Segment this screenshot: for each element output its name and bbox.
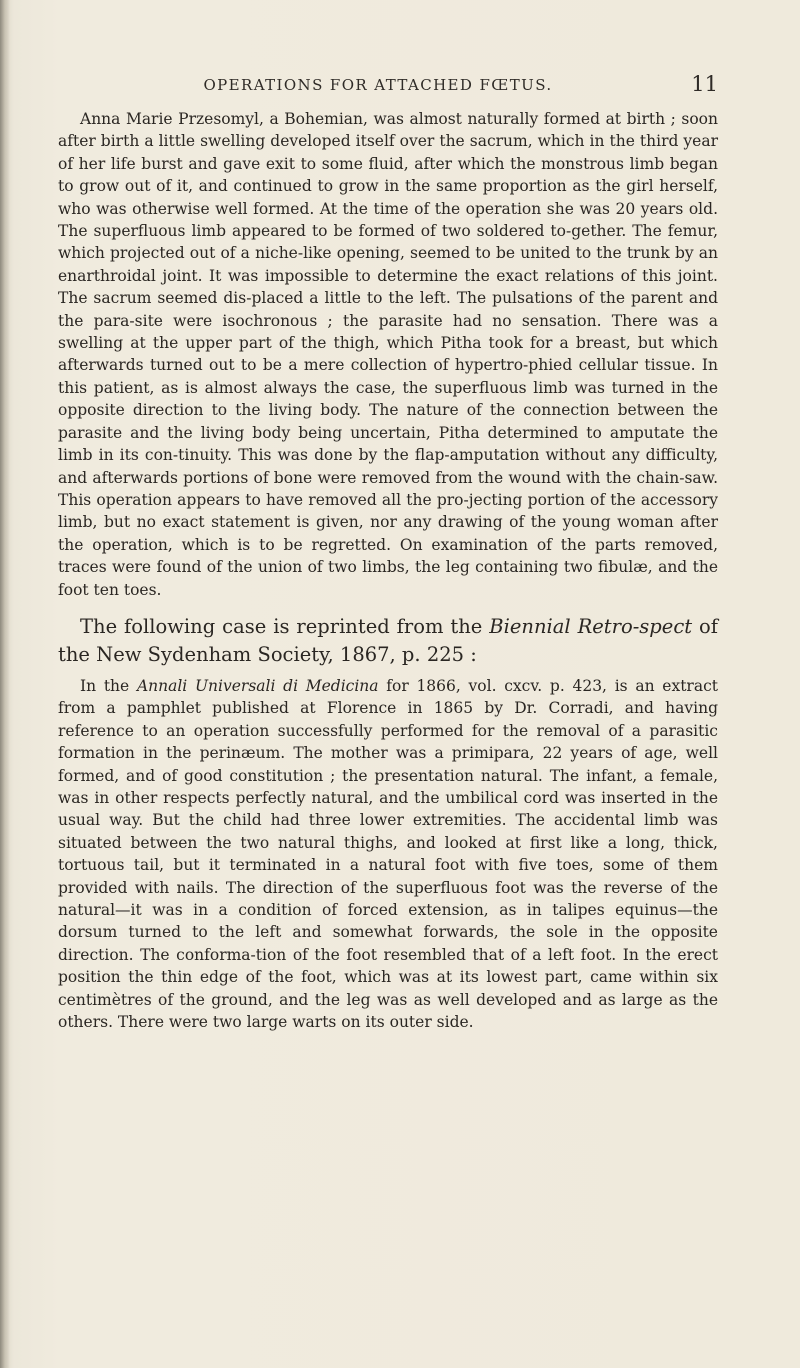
paragraph-corradi-case xyxy=(58,675,718,1034)
running-head: OPERATIONS FOR ATTACHED FŒTUS. xyxy=(203,76,553,94)
journal-title-annali: Annali Universali di Medicina xyxy=(136,676,379,695)
reprint-intro-source: of the New Sydenham Society, 1867, p. 225 : xyxy=(58,614,718,666)
page-header xyxy=(58,72,718,102)
corradi-intro-text: In the xyxy=(80,676,137,695)
corradi-case-text: for 1866, vol. cxcv. p. 423, is an extract from a pamphlet published at Florence in 1865 by Dr. Corradi, and having reference to an operation successfully performed for the removal of a parasitic formation in the perinæum. The mother was a primipara, 22 years of age, well formed, and of good constitution ; the presentation natural. The infant, a female, was in other respects perfectly natural, and the umbilical cord was inserted in the usual way. But the child had three lower extremities. The accidental limb was situated between the two natural thighs, and looked at first like a long, thick, tortuous tail, but it terminated in a natural foot with five toes, some of them provided with nails. The direction of the superfluous foot was the reverse of the natural—it was in a condition of forced extension, as in talipes equinus—the dorsum turned to the left and somewhat forwards, the sole in the opposite direction. The conforma-tion of the foot resembled that of a left foot. In the erect position the thin edge of the foot, which was at its lowest part, came within six centimètres of the ground, and the leg was as well developed and as large as the others. There were two large warts on its outer side. xyxy=(58,676,718,1032)
journal-title-biennial-retrospect: Biennial Retro-spect xyxy=(489,614,693,638)
page-number: 11 xyxy=(691,72,718,96)
reprint-intro-text: The following case is reprinted from the xyxy=(80,614,490,638)
page-body xyxy=(58,108,718,1033)
spine-shadow xyxy=(0,0,10,1368)
paragraph-reprint-intro xyxy=(58,613,718,669)
paragraph-pitha-case: Anna Marie Przesomyl, a Bohemian, was almost naturally formed at birth ; soon after birth a little swelling developed itself over the sacrum, which in the third year of her life burst and gave exit to some fluid, after which the monstrous limb began to grow out of it, and continued to grow in the same proportion as the girl herself, who was otherwise well formed. At the time of the operation she was 20 years old. The superfluous limb appeared to be formed of two soldered to-gether. The femur, which projected out of a niche-like opening, seemed to be united to the trunk by an enarthroidal joint. It was impossible to determine the exact relations of this joint. The sacrum seemed dis-placed a little to the left. The pulsations of the parent and the para-site were isochronous ; the parasite had no sensation. There was a swelling at the upper part of the thigh, which Pitha took for a breast, but which afterwards turned out to be a mere collection of hypertro-phied cellular tissue. In this patient, as is almost always the case, the superfluous limb was turned in the opposite direction to the living body. The nature of the connection between the parasite and the living body being uncertain, Pitha determined to amputate the limb in its con-tinuity. This was done by the flap-amputation without any difficulty, and afterwards portions of bone were removed from the wound with the chain-saw. This operation appears to have removed all the pro-jecting portion of the accessory limb, but no exact statement is given, nor any drawing of the young woman after the operation, which is to be regretted. On examination of the parts removed, traces were found of the union of two limbs, the leg containing two fibulæ, and the foot ten toes. xyxy=(58,110,718,599)
